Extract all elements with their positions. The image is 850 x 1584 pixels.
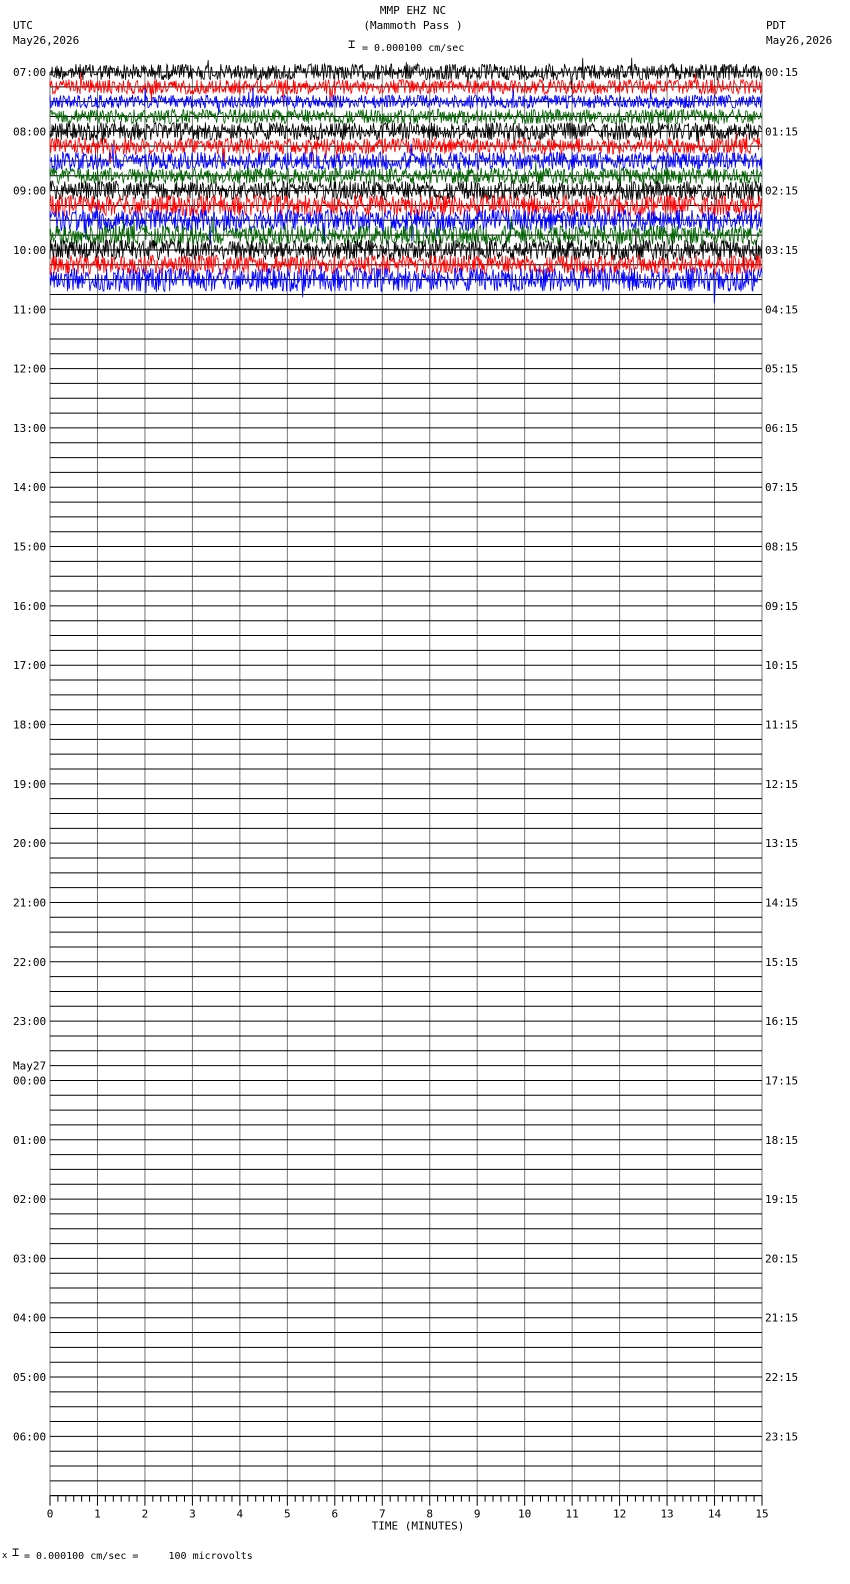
utc-hour-label: 18:00 [13,718,47,732]
right-timezone: PDT [766,19,786,32]
x-tick-label: 8 [426,1507,434,1521]
seismic-trace-row-8 [50,181,762,202]
pdt-hour-label: 10:15 [765,659,799,673]
x-tick-label: 3 [189,1507,196,1521]
utc-hour-label: 16:00 [13,599,47,613]
x-tick-label: 0 [46,1507,54,1521]
pdt-hour-label: 07:15 [765,481,799,495]
pdt-hour-label: 13:15 [765,837,799,851]
pdt-hour-label: 09:15 [765,599,799,613]
utc-hour-label: 21:00 [13,896,47,910]
footer-x-mark: x [2,1551,8,1561]
utc-hour-label: 05:00 [13,1371,47,1385]
x-tick-label: 6 [331,1507,339,1521]
axis-layer [47,1496,769,1533]
x-tick-label: 13 [660,1507,674,1521]
pdt-hour-label: 00:15 [765,66,799,79]
utc-hour-label: 11:00 [13,303,47,317]
utc-hour-label: 23:00 [13,1015,47,1029]
x-tick-label: 10 [518,1507,532,1521]
utc-hour-label: 06:00 [13,1430,47,1444]
x-tick-label: 7 [378,1507,386,1521]
footer-scale-bar-icon: ⌶ [12,1545,20,1559]
x-tick-label: 15 [755,1507,769,1521]
left-date: May26,2026 [13,34,80,47]
pdt-hour-label: 14:15 [765,896,799,910]
utc-hour-label: 00:00 [13,1074,47,1088]
utc-hour-label: 07:00 [13,66,47,79]
pdt-hour-label: 08:15 [765,540,799,554]
x-tick-label: 12 [612,1507,627,1521]
x-axis-title: TIME (MINUTES) [371,1519,465,1533]
x-tick-label: 2 [141,1507,149,1521]
utc-hour-label: 14:00 [13,481,47,495]
x-tick-label: 14 [707,1507,722,1521]
utc-hour-label: 02:00 [13,1193,47,1207]
left-timezone: UTC [13,19,33,32]
pdt-hour-label: 20:15 [765,1252,799,1266]
utc-hour-label: 17:00 [13,659,47,673]
pdt-hour-label: 17:15 [765,1074,799,1088]
scale-label: = 0.000100 cm/sec [362,43,465,54]
x-tick-label: 1 [94,1507,101,1521]
trace-layer [50,58,762,304]
scale-bar-icon: ⌶ [348,37,356,51]
utc-hour-label: 15:00 [13,540,47,554]
pdt-hour-label: 11:15 [765,718,799,732]
pdt-hour-label: 23:15 [765,1430,799,1444]
pdt-hour-label: 22:15 [765,1371,799,1385]
pdt-hour-label: 02:15 [765,184,799,198]
footer-scale-note: = 0.000100 cm/sec = 100 microvolts [24,1551,253,1562]
pdt-hour-label: 05:15 [765,362,799,376]
x-tick-label: 4 [236,1507,244,1521]
pdt-hour-label: 16:15 [765,1015,799,1029]
pdt-hour-label: 01:15 [765,125,799,139]
pdt-hour-label: 04:15 [765,303,799,317]
utc-hour-label: 22:00 [13,955,47,969]
utc-hour-label: 04:00 [13,1311,47,1325]
utc-hour-label: 01:00 [13,1133,47,1147]
utc-hour-label: 10:00 [13,243,47,257]
pdt-hour-label: 18:15 [765,1133,799,1147]
station-location: (Mammoth Pass ) [363,19,463,32]
station-title: MMP EHZ NC [379,4,447,17]
x-tick-label: 5 [284,1507,291,1521]
utc-hour-label: 20:00 [13,837,47,851]
utc-hour-label: 13:00 [13,421,47,435]
utc-date-change-label: May27 [13,1059,47,1073]
utc-hour-label: 12:00 [13,362,47,376]
utc-hour-label: 19:00 [13,777,47,791]
utc-hour-label: 09:00 [13,184,47,198]
pdt-hour-label: 12:15 [765,777,799,791]
pdt-hour-label: 15:15 [765,955,799,969]
utc-hour-label: 08:00 [13,125,47,139]
x-tick-label: 9 [473,1507,481,1521]
seismic-trace-row-3 [50,109,762,125]
pdt-hour-label: 21:15 [765,1311,799,1325]
utc-hour-label: 03:00 [13,1252,47,1266]
right-date: May26,2026 [766,34,833,47]
x-tick-label: 11 [565,1507,579,1521]
pdt-hour-label: 03:15 [765,243,799,257]
pdt-hour-label: 19:15 [765,1193,799,1207]
pdt-hour-label: 06:15 [765,421,799,435]
